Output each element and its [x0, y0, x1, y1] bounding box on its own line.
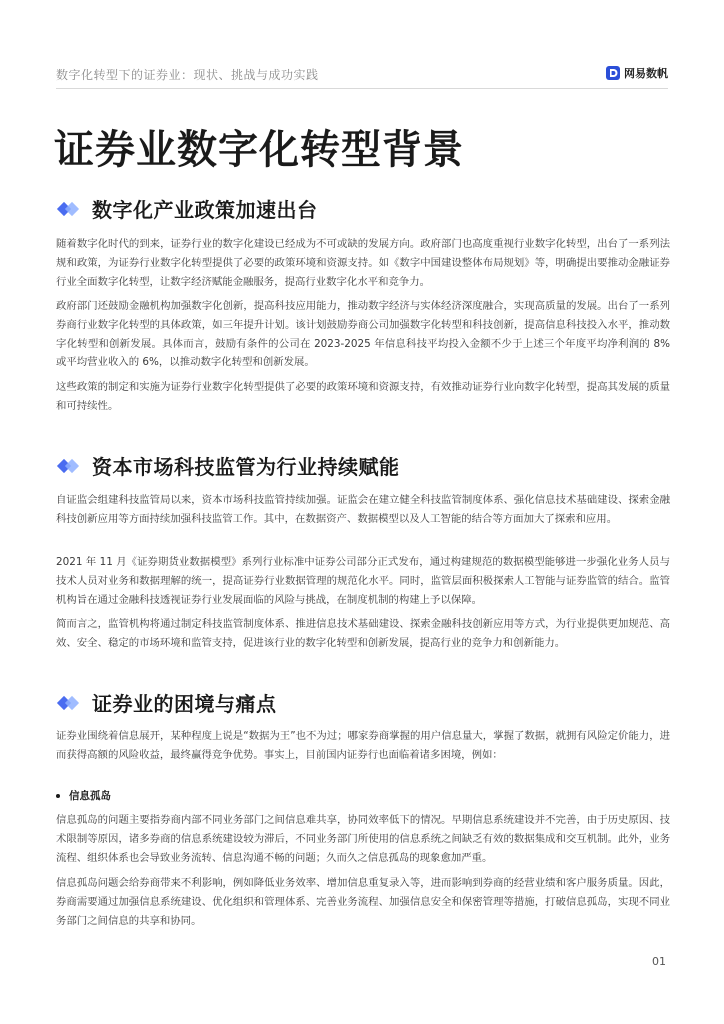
section-title: 资本市场科技监管为行业持续赋能 [92, 455, 400, 479]
brand-name: 网易数帆 [624, 67, 668, 80]
diamond-bullet-icon [56, 695, 82, 711]
paragraph: 随着数字化时代的到来，证券行业的数字化建设已经成为不可或缺的发展方向。政府部门也高度重视行业数字化转型，出台了一系列法规和政策，为证券行业数字化转型提供了必要的政策环境和资源支持。如《数字中国建设整体布局规划》等，明确提出要推动金融证券行业全面数字化转型，让数字经济赋能金融服务，提高行业数字化水平和竞争力。 [56, 238, 670, 288]
section-title: 数字化产业政策加速出台 [92, 198, 318, 222]
bullet-item-info-silo [56, 788, 111, 803]
brand [605, 65, 668, 81]
diamond-bullet-icon [56, 201, 82, 217]
brand-logo-icon [605, 65, 621, 81]
bullet-label: 信息孤岛 [69, 790, 111, 802]
paragraph: 政府部门还鼓励金融机构加强数字化创新，提高科技应用能力，推动数字经济与实体经济深度融合，实现高质量的发展。出台了一系列券商行业数字化转型的具体政策，如三年提升计划。该计划鼓励券商公司加强数字化转型和科技创新，提高信息科技投入水平，推动数字化转型和创新发展。具体而言，鼓励有条件的公司在 2023-2025 年信息科技平均投入金额不少于上述三个年度平均净利润的 8% 或平均营业收入的 6%，以推动数字化转型和创新发展。 [56, 300, 670, 369]
page-number: 01 [652, 955, 666, 968]
section-heading-policy [56, 194, 318, 223]
page-title: 证券业数字化转型背景 [54, 127, 464, 173]
paragraph: 2021 年 11 月《证券期货业数据模型》系列行业标准中证券公司部分正式发布，通过构建规范的数据模型能够进一步强化业务人员与技术人员对业务和数据理解的统一，提高证券行业数据管理的规范化水平。同时，监管层面积极探索人工智能与证券监管的结合。监管机构旨在通过金融科技透视证券行业发展面临的风险与挑战，在制度机制的构建上予以保障。 [56, 556, 670, 606]
section-heading-pain-points [56, 688, 277, 717]
section-title: 证券业的困境与痛点 [92, 692, 277, 716]
paragraph: 自证监会组建科技监管局以来，资本市场科技监管持续加强。证监会在建立健全科技监管制度体系、强化信息技术基础建设、探索金融科技创新应用等方面持续加强科技监管工作。其中，在数据资产、数据模型以及人工智能的结合等方面加大了探索和应用。 [56, 494, 670, 525]
paragraph: 信息孤岛问题会给券商带来不利影响，例如降低业务效率、增加信息重复录入等，进而影响到券商的经营业绩和客户服务质量。因此，券商需要通过加强信息系统建设、优化组织和管理体系、完善业务流程、加强信息安全和保密管理等措施，打破信息孤岛，实现不同业务部门之间信息的共享和协同。 [56, 877, 670, 927]
diamond-bullet-icon [56, 458, 82, 474]
bullet-dot-icon [56, 794, 60, 798]
paragraph: 简而言之，监管机构将通过制定科技监管制度体系、推进信息技术基础建设、探索金融科技创新应用等方式，为行业提供更加规范、高效、安全、稳定的市场环境和监管支持，促进该行业的数字化转型和创新发展，提高行业的竞争力和创新能力。 [56, 618, 670, 649]
section-heading-regulation [56, 451, 400, 480]
page-header [56, 64, 668, 89]
paragraph: 证券业围绕着信息展开，某种程度上说是“数据为王”也不为过；哪家券商掌握的用户信息量大，掌握了数据，就拥有风险定价能力，进而获得高额的风险收益，最终赢得竞争优势。事实上，目前国内证券行也面临着诸多困境，例如： [56, 730, 670, 761]
paragraph: 信息孤岛的问题主要指券商内部不同业务部门之间信息难共享，协同效率低下的情况。早期信息系统建设并不完善，由于历史原因、技术限制等原因，诸多券商的信息系统建设较为滞后，不同业务部门所使用的信息系统之间缺乏有效的数据集成和交互机制。此外，业务流程、组织体系也会导致业务流转、信息沟通不畅的问题；久而久之信息孤岛的现象愈加严重。 [56, 814, 670, 864]
document-title: 数字化转型下的证券业：现状、挑战与成功实践 [56, 68, 319, 82]
paragraph: 这些政策的制定和实施为证券行业数字化转型提供了必要的政策环境和资源支持，有效推动证券行业向数字化转型，提高其发展的质量和可持续性。 [56, 381, 670, 412]
